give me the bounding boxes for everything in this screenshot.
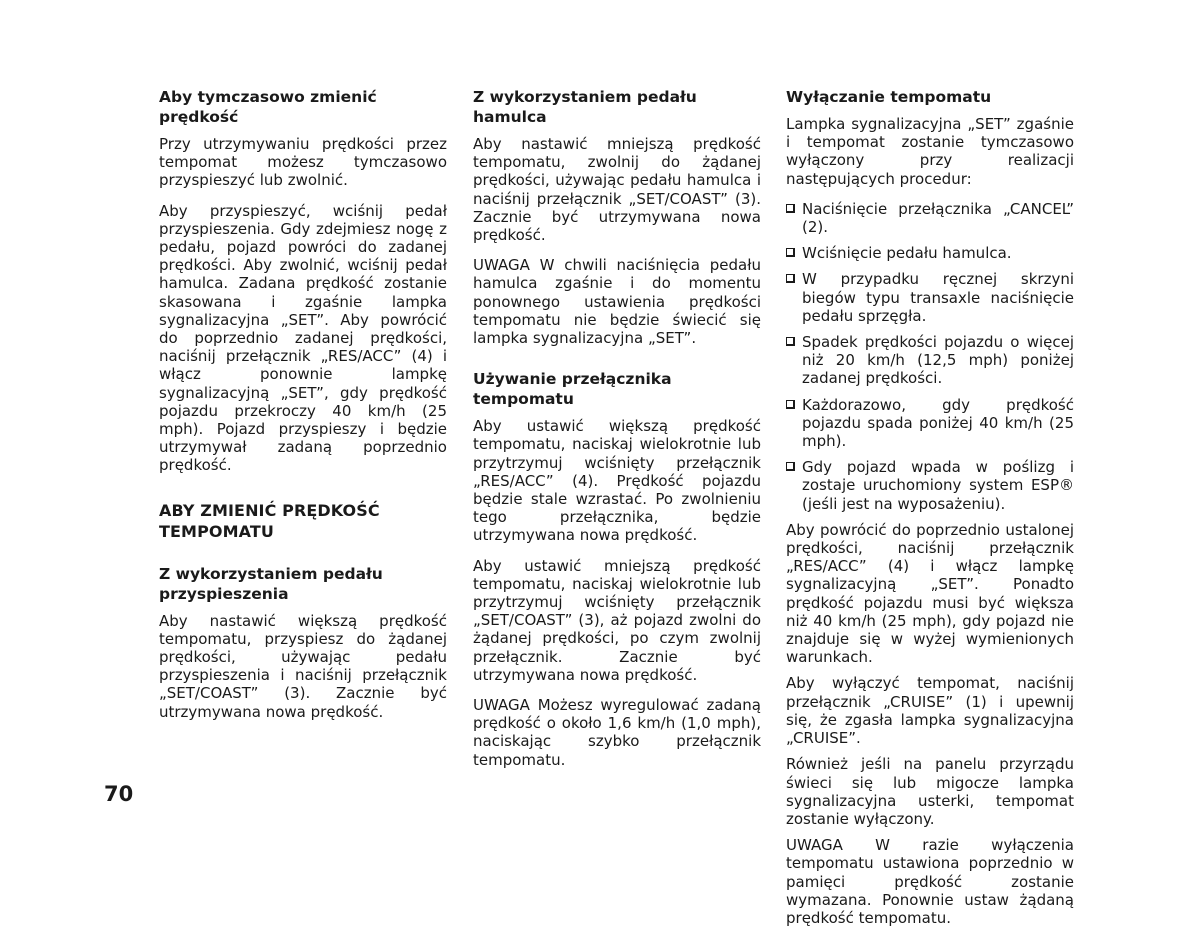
section-heading-change-speed: ABY ZMIENIĆ PRĘDKOŚĆ TEMPOMATU bbox=[159, 500, 380, 541]
paragraph: Aby ustawić większą prędkość tempomatu, naciskaj wielokrotnie lub przytrzymuj wciśnięty przełącznik „RES/ACC” (4). Prędkość pojazdu będzie stale wzrastać. Po zwolnieniu tego przełącznika, będzie utrzymywana nowa prędkość. bbox=[473, 417, 761, 545]
paragraph: Aby nastawić większą prędkość tempomatu, przyspiesz do żądanej prędkości, używając pedału przyspieszenia i naciśnij przełącznik „SET/COAST” (3). Zacznie być utrzymywana nowa prędkość. bbox=[159, 611, 447, 721]
paragraph: Aby wyłączyć tempomat, naciśnij przełącznik „CRUISE” (1) i upewnij się, że zgasła lampka sygnalizacyjna „CRUISE”. bbox=[786, 674, 1074, 748]
note-paragraph: UWAGA Możesz wyregulować zadaną prędkość o około 1,6 km/h (1,0 mph), naciskając szybko przełącznik tempomatu. bbox=[473, 696, 761, 769]
note-paragraph: UWAGA W razie wyłączenia tempomatu ustawiona poprzednio w pamięci prędkość zostanie wymazana. Ponownie ustaw żądaną prędkość tempomatu. bbox=[786, 836, 1074, 927]
checkbox-bullet-icon bbox=[786, 274, 795, 283]
list-item: Każdorazowo, gdy prędkość pojazdu spada poniżej 40 km/h (25 mph). bbox=[786, 396, 1074, 451]
heading-temporary-speed-change: Aby tymczasowo zmienić prędkość bbox=[159, 88, 377, 126]
paragraph: Aby przyspieszyć, wciśnij pedał przyspieszenia. Gdy zdejmiesz nogę z pedału, pojazd powróci do zadanej prędkości. Aby zwolnić, wciśnij pedał hamulca. Zadana prędkość zostanie skasowana i zgaśnie lampka sygnalizacyjna „SET”. Aby powrócić do poprzednio zadanej prędkości, naciśnij przełącznik „RES/ACC” (4) i włącz ponownie lampkę sygnalizacyjną „SET”, gdy prędkość pojazdu przekroczy 40 km/h (25 mph). Pojazd przyspieszy i będzie utrzymywał zadaną poprzednio prędkość. bbox=[159, 201, 447, 475]
paragraph: Przy utrzymywaniu prędkości przez tempomat możesz tymczasowo przyspieszyć lub zwolnić. bbox=[159, 135, 447, 190]
list-item: Spadek prędkości pojazdu o więcej niż 20 km/h (12,5 mph) poniżej zadanej prędkości. bbox=[786, 333, 1074, 388]
checkbox-bullet-icon bbox=[786, 204, 795, 213]
column-3 bbox=[786, 84, 1074, 927]
paragraph: Aby powrócić do poprzednio ustalonej prędkości, naciśnij przełącznik „RES/ACC” (4) i włącz lampkę sygnalizacyjną „SET”. Ponadto prędkość pojazdu musi być większa niż 40 km/h (25 mph), gdy pojazd nie znajduje się w wyżej wymienionych warunkach. bbox=[786, 520, 1074, 667]
paragraph: Aby nastawić mniejszą prędkość tempomatu, zwolnij do żądanej prędkości, używając pedału hamulca i naciśnij przełącznik „SET/COAST” (3). Zacznie być utrzymywana nowa prędkość. bbox=[473, 135, 761, 245]
column-1 bbox=[159, 84, 447, 721]
checkbox-bullet-icon bbox=[786, 337, 795, 346]
bullet-list bbox=[786, 200, 1074, 513]
heading-accelerator-pedal: Z wykorzystaniem pedału przyspieszenia bbox=[159, 564, 383, 603]
column-2 bbox=[473, 84, 761, 769]
list-item: Wciśnięcie pedału hamulca. bbox=[786, 244, 1074, 262]
checkbox-bullet-icon bbox=[786, 400, 795, 409]
checkbox-bullet-icon bbox=[786, 462, 795, 471]
heading-switch-usage: Używanie przełącznika tempomatu bbox=[473, 370, 672, 409]
list-item: W przypadku ręcznej skrzyni biegów typu transaxle naciśnięcie pedału sprzęgła. bbox=[786, 270, 1074, 325]
page-number: 70 bbox=[104, 782, 134, 806]
list-item: Gdy pojazd wpada w poślizg i zostaje uruchomiony system ESP® (jeśli jest na wyposażeniu). bbox=[786, 458, 1074, 513]
paragraph: Również jeśli na panelu przyrządu świeci się lub migocze lampka sygnalizacyjna usterki, tempomat zostanie wyłączony. bbox=[786, 755, 1074, 828]
heading-brake-pedal: Z wykorzystaniem pedału hamulca bbox=[473, 88, 697, 126]
list-item: Naciśnięcie przełącznika „CANCEL” (2). bbox=[786, 200, 1074, 236]
paragraph: Lampka sygnalizacyjna „SET” zgaśnie i tempomat zostanie tymczasowo wyłączony przy realizacji następujących procedur: bbox=[786, 115, 1074, 188]
checkbox-bullet-icon bbox=[786, 248, 795, 257]
paragraph: Aby ustawić mniejszą prędkość tempomatu, naciskaj wielokrotnie lub przytrzymuj wciśnięty przełącznik „SET/COAST” (3), aż pojazd zwolni do żądanej prędkości, po czym zwolnij przełącznik. Zacznie być utrzymywana nowa prędkość. bbox=[473, 556, 761, 684]
heading-disable-cruise: Wyłączanie tempomatu bbox=[786, 88, 992, 106]
note-paragraph: UWAGA W chwili naciśnięcia pedału hamulca zgaśnie i do momentu ponownego ustawienia prędkości tempomatu nie będzie świecić się lampka sygnalizacyjna „SET”. bbox=[473, 256, 761, 348]
